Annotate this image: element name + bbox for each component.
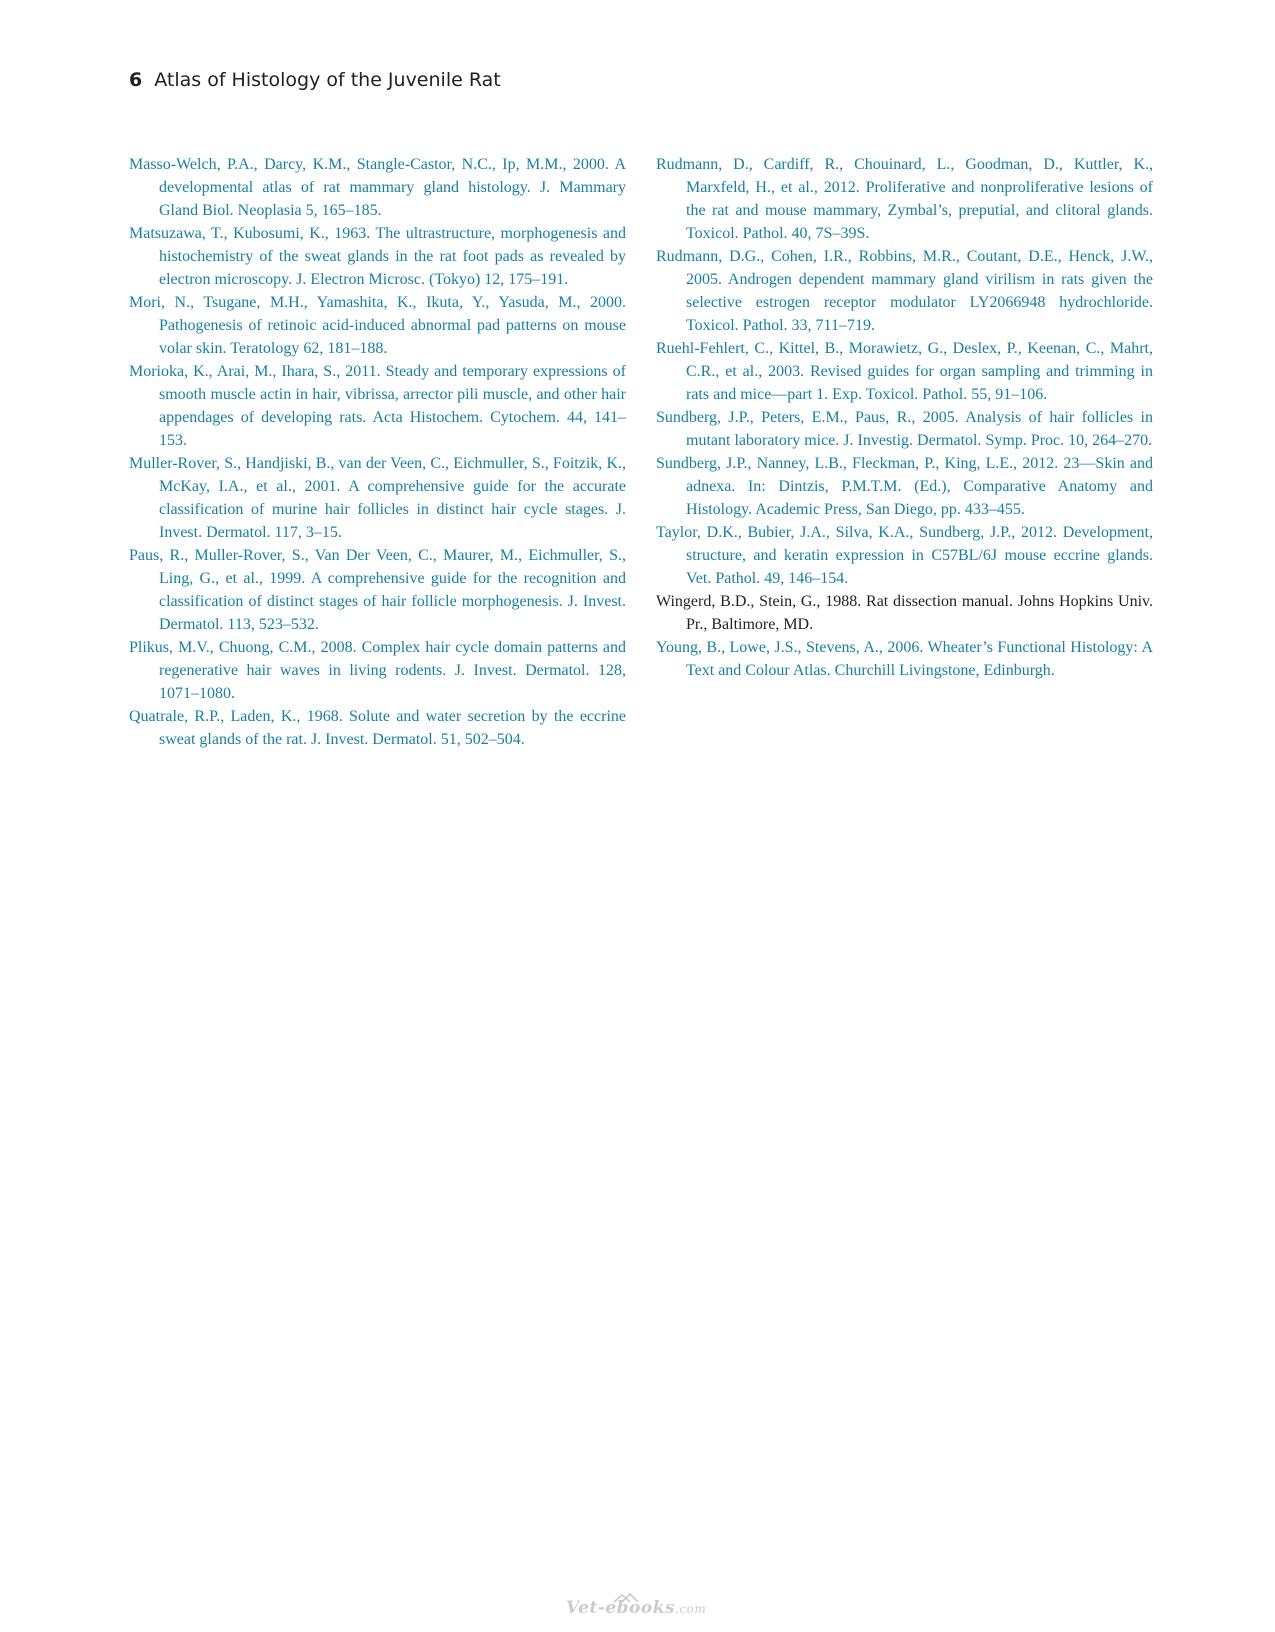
reference-entry[interactable]: Rudmann, D.G., Cohen, I.R., Robbins, M.R., Coutant, D.E., Henck, J.W., 2005. Androgen dependent mammary gland virilism in rats given the selective estrogen receptor modulator LY2066948 hydrochloride. Toxicol. Pathol. 33, 711–719.	[656, 248, 1153, 334]
reference-entry[interactable]: Quatrale, R.P., Laden, K., 1968. Solute and water secretion by the eccrine sweat glands of the rat. J. Invest. Dermatol. 51, 502–504.	[129, 708, 626, 748]
reference-entry[interactable]: Taylor, D.K., Bubier, J.A., Silva, K.A., Sundberg, J.P., 2012. Development, structure, and keratin expression in C57BL/6J mouse eccrine glands. Vet. Pathol. 49, 146–154.	[656, 524, 1153, 587]
reference-entry[interactable]: Muller-Rover, S., Handjiski, B., van der Veen, C., Eichmuller, S., Foitzik, K., McKay, I.A., et al., 2001. A comprehensive guide for the accurate classification of murine hair follicles in distinct hair cycle stages. J. Invest. Dermatol. 117, 3–15.	[129, 455, 626, 541]
reference-entry[interactable]: Sundberg, J.P., Peters, E.M., Paus, R., 2005. Analysis of hair follicles in mutant laboratory mice. J. Investig. Dermatol. Symp. Proc. 10, 264–270.	[656, 409, 1153, 449]
reference-entry[interactable]: Matsuzawa, T., Kubosumi, K., 1963. The ultrastructure, morphogenesis and histochemistry of the sweat glands in the rat foot pads as revealed by electron microscopy. J. Electron Microsc. (Tokyo) 12, 175–191.	[129, 225, 626, 288]
book-stack-icon	[612, 1592, 642, 1604]
reference-entry[interactable]: Morioka, K., Arai, M., Ihara, S., 2011. Steady and temporary expressions of smooth muscle actin in hair, vibrissa, arrector pili muscle, and other hair appendages of developing rats. Acta Histochem. Cytochem. 44, 141–153.	[129, 363, 626, 449]
reference-entry[interactable]: Rudmann, D., Cardiff, R., Chouinard, L., Goodman, D., Kuttler, K., Marxfeld, H., et al., 2012. Proliferative and nonproliferative lesions of the rat and mouse mammary, Zymbal’s, preputial, and clitoral glands. Toxicol. Pathol. 40, 7S–39S.	[656, 156, 1153, 242]
reference-entry[interactable]: Ruehl-Fehlert, C., Kittel, B., Morawietz, G., Deslex, P., Keenan, C., Mahrt, C.R., et al., 2003. Revised guides for organ sampling and trimming in rats and mice—part 1. Exp. Toxicol. Pathol. 55, 91–106.	[656, 340, 1153, 403]
reference-entry[interactable]: Paus, R., Muller-Rover, S., Van Der Veen, C., Maurer, M., Eichmuller, S., Ling, G., et al., 1999. A comprehensive guide for the recognition and classification of distinct stages of hair follicle morphogenesis. J. Invest. Dermatol. 113, 523–532.	[129, 547, 626, 633]
watermark-logo	[566, 1598, 716, 1628]
reference-entry[interactable]: Young, B., Lowe, J.S., Stevens, A., 2006. Wheater’s Functional Histology: A Text and Colour Atlas. Churchill Livingstone, Edinburgh.	[656, 639, 1153, 679]
reference-entry[interactable]: Mori, N., Tsugane, M.H., Yamashita, K., Ikuta, Y., Yasuda, M., 2000. Pathogenesis of retinoic acid-induced abnormal pad patterns on mouse volar skin. Teratology 62, 181–188.	[129, 294, 626, 357]
references-right-column	[656, 153, 1153, 682]
running-title: Atlas of Histology of the Juvenile Rat	[154, 69, 501, 91]
reference-entry[interactable]: Masso-Welch, P.A., Darcy, K.M., Stangle-Castor, N.C., Ip, M.M., 2000. A developmental atlas of rat mammary gland histology. J. Mammary Gland Biol. Neoplasia 5, 165–185.	[129, 156, 626, 219]
running-header	[129, 66, 501, 94]
references-left-column	[129, 153, 626, 751]
reference-entry[interactable]: Sundberg, J.P., Nanney, L.B., Fleckman, P., King, L.E., 2012. 23—Skin and adnexa. In: Dintzis, P.M.T.M. (Ed.), Comparative Anatomy and Histology. Academic Press, San Diego, pp. 433–455.	[656, 455, 1153, 518]
watermark-suffix: .com	[675, 1602, 707, 1616]
reference-entry[interactable]: Plikus, M.V., Chuong, C.M., 2008. Complex hair cycle domain patterns and regenerative hair waves in living rodents. J. Invest. Dermatol. 128, 1071–1080.	[129, 639, 626, 702]
watermark-brand: Vet-ebooks	[566, 1598, 676, 1618]
page-number: 6	[129, 69, 143, 91]
reference-entry-unlinked: Wingerd, B.D., Stein, G., 1988. Rat dissection manual. Johns Hopkins Univ. Pr., Baltimore, MD.	[656, 593, 1153, 633]
